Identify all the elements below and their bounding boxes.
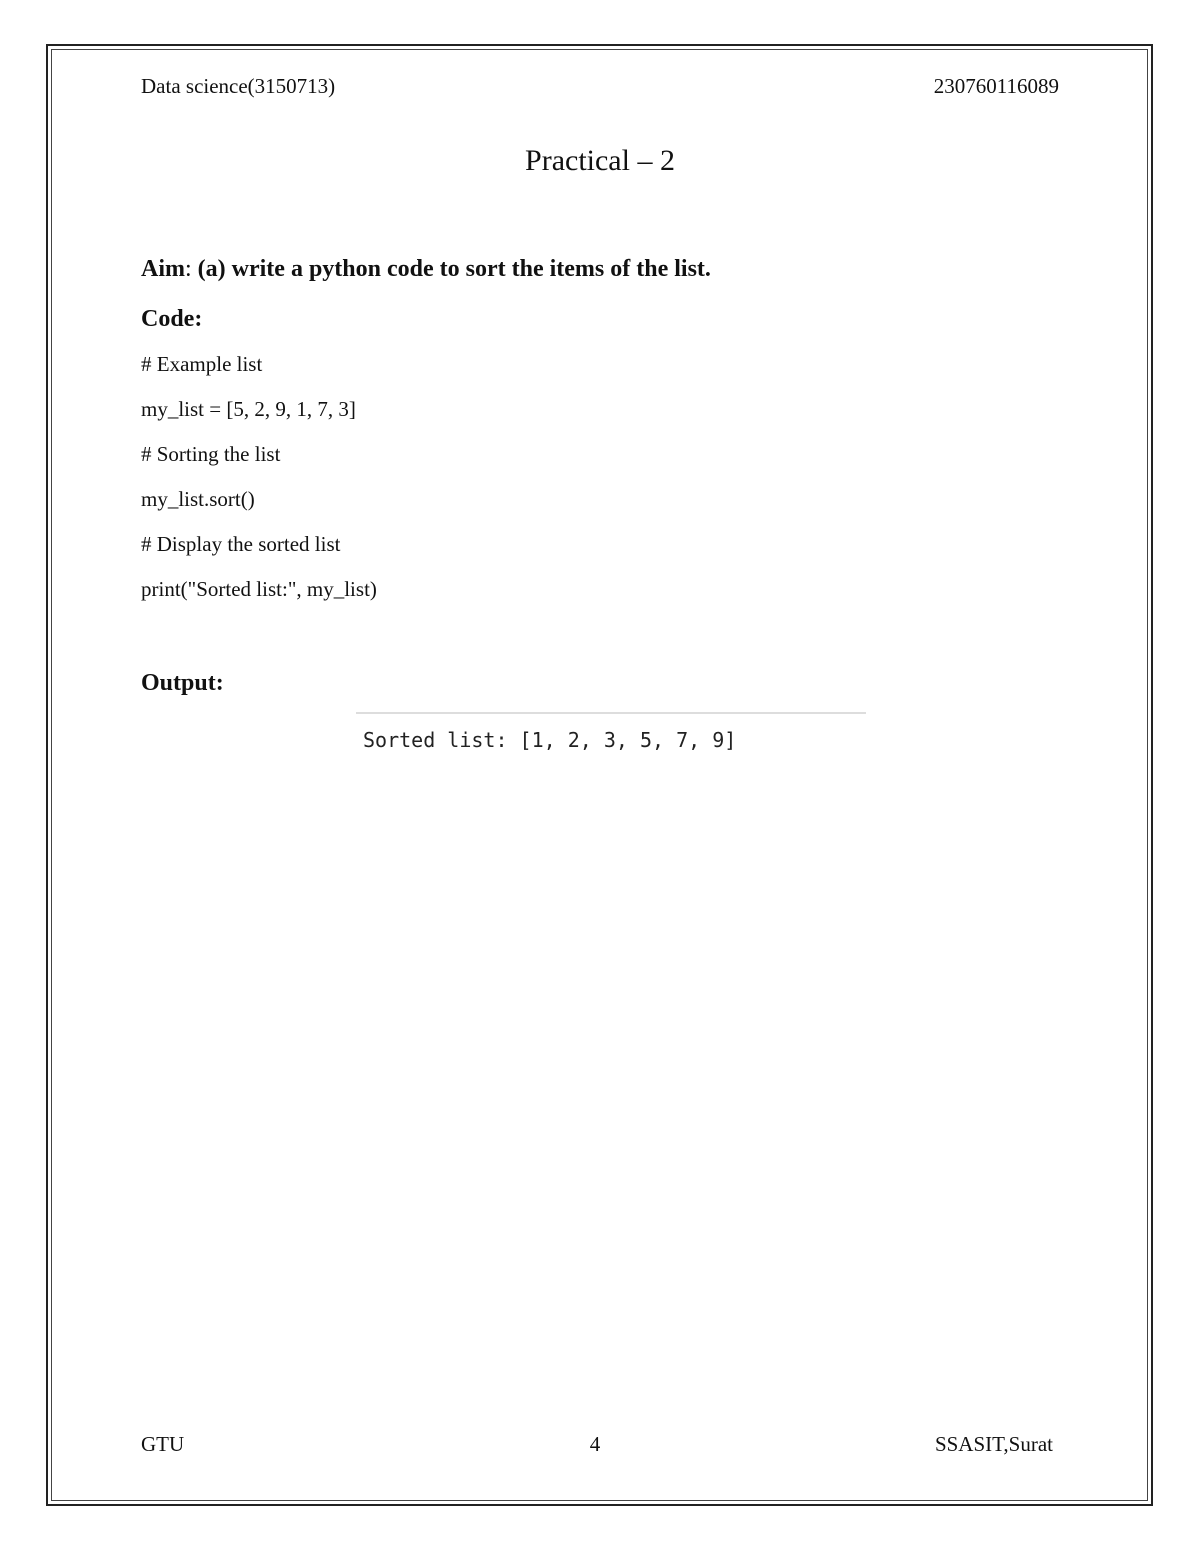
output-text: Sorted list: [1, 2, 3, 5, 7, 9]: [363, 728, 737, 752]
code-line: # Example list: [141, 352, 263, 376]
aim-text: (a) write a python code to sort the items of the list.: [197, 256, 711, 282]
header-subject: Data science(3150713): [141, 74, 336, 98]
code-line: my_list.sort(): [141, 487, 255, 511]
footer-institute: SSASIT,Surat: [934, 1432, 1053, 1456]
code-line: # Display the sorted list: [141, 532, 341, 556]
footer-university: GTU: [141, 1432, 185, 1456]
aim-label: Aim: [141, 256, 185, 282]
code-line: # Sorting the list: [141, 442, 281, 466]
code-line: my_list = [5, 2, 9, 1, 7, 3]: [141, 397, 356, 421]
page-title: Practical – 2: [525, 144, 675, 177]
code-heading: Code:: [141, 306, 203, 332]
aim-statement: [141, 254, 711, 284]
header-enrollment-number: 230760116089: [933, 74, 1059, 98]
footer-page-number: 4: [589, 1432, 601, 1456]
code-line: print("Sorted list:", my_list): [141, 577, 377, 601]
aim-separator: :: [185, 256, 198, 282]
output-heading: Output:: [141, 670, 224, 696]
output-divider: [356, 712, 866, 714]
